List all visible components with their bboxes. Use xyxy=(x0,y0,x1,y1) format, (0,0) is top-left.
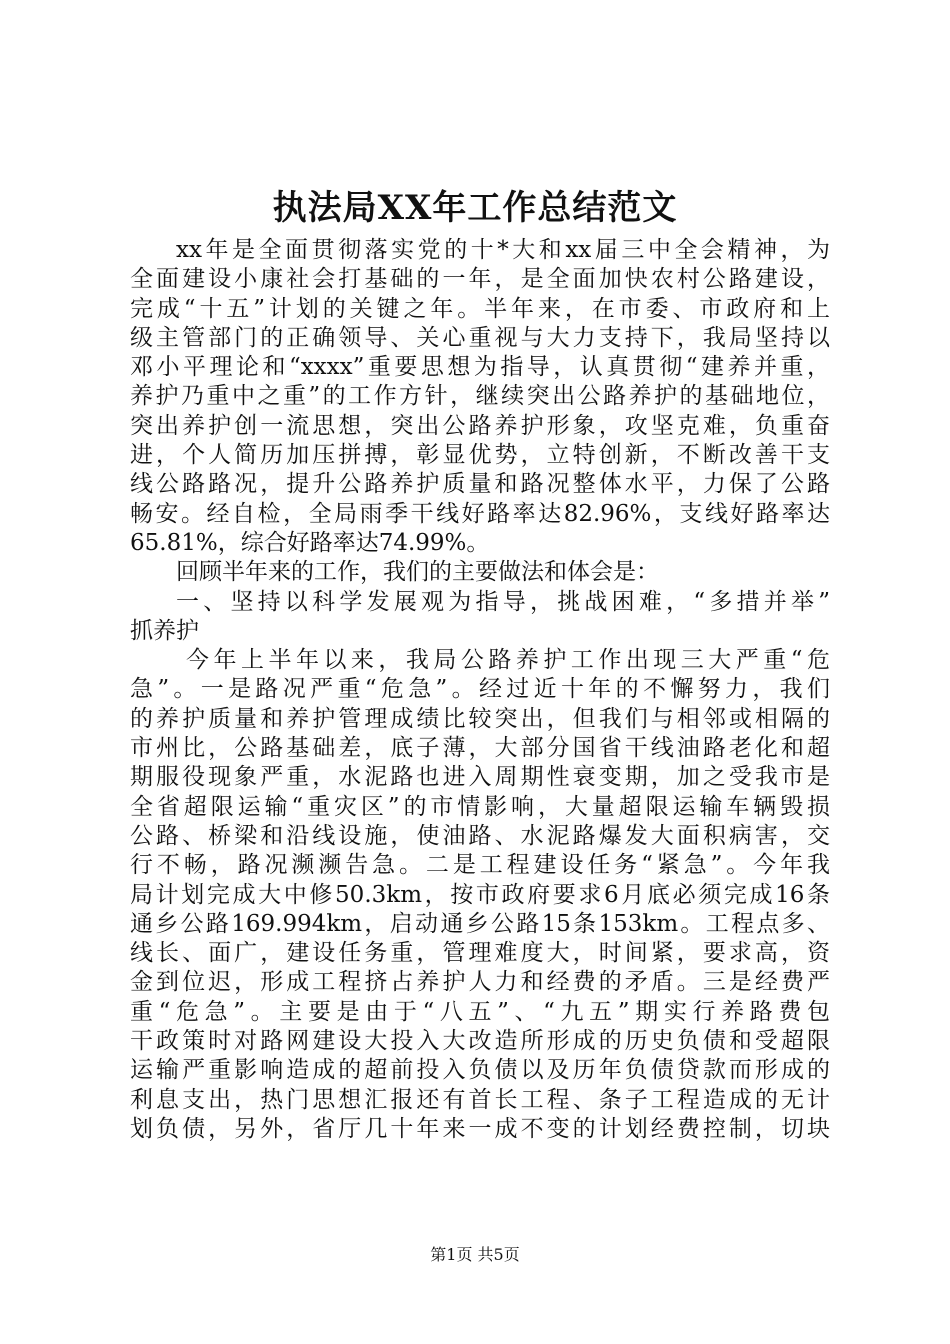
body-line: 全省超限运输“重灾区”的市情影响，大量超限运输车辆毁损 xyxy=(130,793,830,820)
body-line: 进，个人简历加压拼搏，彰显优势，立特创新，不断改善干支 xyxy=(130,442,830,469)
body-line: 市州比，公路基础差，底子薄，大部分国省干线油路老化和超 xyxy=(130,735,830,762)
body-line: 行不畅，路况濒濒告急。二是工程建设任务“紧急”。今年我 xyxy=(130,852,830,879)
body-line: 利息支出，热门思想汇报还有首长工程、条子工程造成的无计 xyxy=(130,1086,830,1113)
body-line: 期服役现象严重，水泥路也进入周期性衰变期，加之受我市是 xyxy=(130,764,830,791)
body-line: 线长、面广，建设任务重，管理难度大，时间紧，要求高，资 xyxy=(130,940,830,967)
body-line: 邓小平理论和“xxxx”重要思想为指导，认真贯彻“建养并重， xyxy=(130,354,830,381)
body-line: 线公路路况，提升公路养护质量和路况整体水平，力保了公路 xyxy=(130,471,830,498)
document-title: 执法局XX年工作总结范文 xyxy=(272,188,678,228)
body-line: 突出养护创一流思想，突出公路养护形象，攻坚克难，负重奋 xyxy=(130,412,830,439)
body-line: 急”。一是路况严重“危急”。经过近十年的不懈努力，我们 xyxy=(130,676,830,703)
section-heading-line: 一、坚持以科学发展观为指导，挑战困难，“多措并举” xyxy=(176,588,830,615)
document-body xyxy=(130,236,830,1144)
body-line: 65.81%，综合好路率达74.99%。 xyxy=(130,529,490,556)
section-heading-line: 抓养护 xyxy=(130,617,199,644)
body-line: 干政策时对路网建设大投入大改造所形成的历史负债和受超限 xyxy=(130,1028,830,1055)
body-line: 完成“十五”计划的关键之年。半年来，在市委、市政府和上 xyxy=(130,295,830,322)
body-line: 金到位迟，形成工程挤占养护人力和经费的矛盾。三是经费严 xyxy=(130,969,830,996)
body-line: 通乡公路169.994km，启动通乡公路15条153km。工程点多、 xyxy=(130,910,830,937)
page-number-footer: 第1页 共5页 xyxy=(430,1245,520,1264)
body-line: 局计划完成大中修50.3km，按市政府要求6月底必须完成16条 xyxy=(130,881,830,908)
body-line: 划负债，另外，省厅几十年来一成不变的计划经费控制，切块 xyxy=(130,1115,830,1142)
body-line: 全面建设小康社会打基础的一年，是全面加快农村公路建设， xyxy=(130,266,830,293)
body-line: 回顾半年来的工作，我们的主要做法和体会是： xyxy=(176,559,659,586)
body-line: 养护乃重中之重”的工作方针，继续突出公路养护的基础地位， xyxy=(130,383,830,410)
body-line: 的养护质量和养护管理成绩比较突出，但我们与相邻或相隔的 xyxy=(130,705,830,732)
body-line: xx年是全面贯彻落实党的十*大和xx届三中全会精神，为 xyxy=(176,237,830,263)
body-line: 今年上半年以来，我局公路养护工作出现三大严重“危 xyxy=(186,647,830,674)
body-line: 级主管部门的正确领导、关心重视与大力支持下，我局坚持以 xyxy=(130,324,830,351)
body-line: 运输严重影响造成的超前投入负债以及历年负债贷款而形成的 xyxy=(130,1057,830,1084)
body-line: 公路、桥梁和沿线设施，使油路、水泥路爆发大面积病害，交 xyxy=(130,822,830,849)
body-line: 重“危急”。主要是由于“八五”、“九五”期实行养路费包 xyxy=(130,998,830,1025)
body-line: 畅安。经自检，全局雨季干线好路率达82.96%，支线好路率达 xyxy=(130,500,830,527)
